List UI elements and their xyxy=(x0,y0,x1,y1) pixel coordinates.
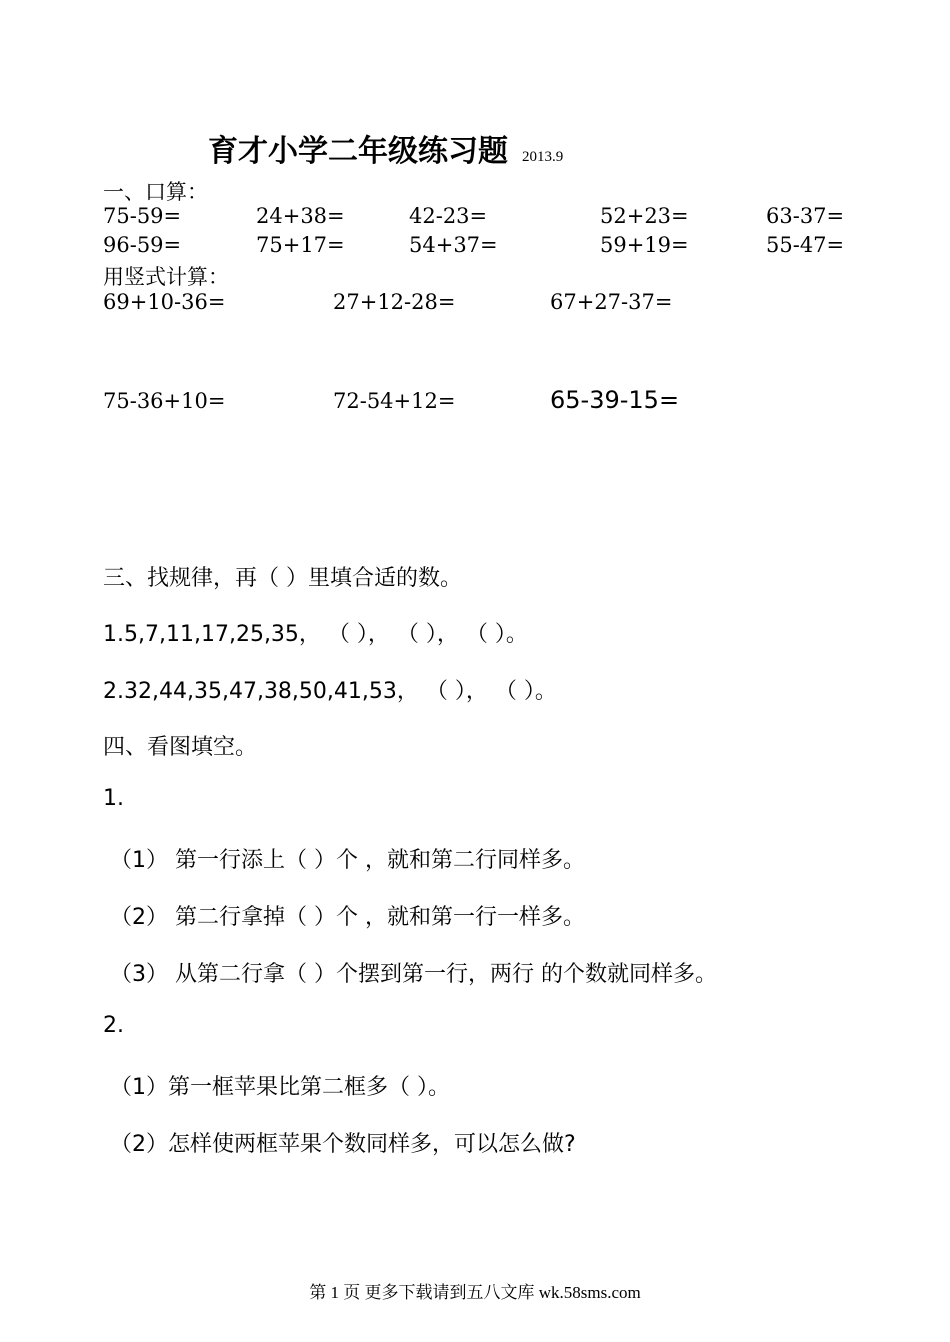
title-date: 2013.9 xyxy=(522,149,564,165)
oral-problem: 96-59= xyxy=(103,233,182,257)
section2-heading: 用竖式计算： xyxy=(103,265,229,289)
section3-heading: 三、找规律，再（ ）里填合适的数。 xyxy=(103,566,462,591)
oral-problem: 55-47= xyxy=(766,233,845,257)
section1-heading: 一、口算： xyxy=(103,180,208,204)
page-footer: 第 1 页 更多下载请到五八文库 wk.58sms.com xyxy=(309,1283,641,1302)
fill-question: （2） 第二行拿掉（ ）个 ，就和第一行一样多。 xyxy=(110,905,585,930)
vertical-problem: 75-36+10= xyxy=(103,389,226,413)
fill-question: （3） 从第二行拿（ ）个摆到第一行，两行 的个数就同样多。 xyxy=(110,962,717,987)
page-title xyxy=(208,126,563,170)
vertical-problem: 67+27-37= xyxy=(550,290,673,314)
oral-problem: 24+38= xyxy=(256,204,345,228)
oral-problem: 75-59= xyxy=(103,204,182,228)
title-text: 育才小学二年级练习题 xyxy=(208,134,508,169)
oral-problem: 63-37= xyxy=(766,204,845,228)
vertical-problem: 69+10-36= xyxy=(103,290,226,314)
oral-problem: 75+17= xyxy=(256,233,345,257)
oral-problem: 54+37= xyxy=(409,233,498,257)
fill-question: （2）怎样使两框苹果个数同样多，可以怎么做? xyxy=(110,1132,576,1157)
oral-problem: 59+19= xyxy=(600,233,689,257)
question-number: 1. xyxy=(103,786,124,811)
fill-question: （1） 第一行添上（ ）个 ，就和第二行同样多。 xyxy=(110,848,585,873)
section4-heading: 四、看图填空。 xyxy=(103,735,258,760)
pattern-question: 1.5,7,11,17,25,35， （ ）， （ ）， （ ）。 xyxy=(103,622,528,647)
oral-problem: 42-23= xyxy=(409,204,488,228)
fill-question: （1）第一框苹果比第二框多（ ）。 xyxy=(110,1075,450,1100)
vertical-problem: 72-54+12= xyxy=(333,389,456,413)
vertical-problem: 27+12-28= xyxy=(333,290,456,314)
pattern-question: 2.32,44,35,47,38,50,41,53， （ ）， （ ）。 xyxy=(103,679,557,704)
vertical-problem: 65-39-15= xyxy=(550,386,680,414)
question-number: 2. xyxy=(103,1013,124,1038)
oral-problem: 52+23= xyxy=(600,204,689,228)
